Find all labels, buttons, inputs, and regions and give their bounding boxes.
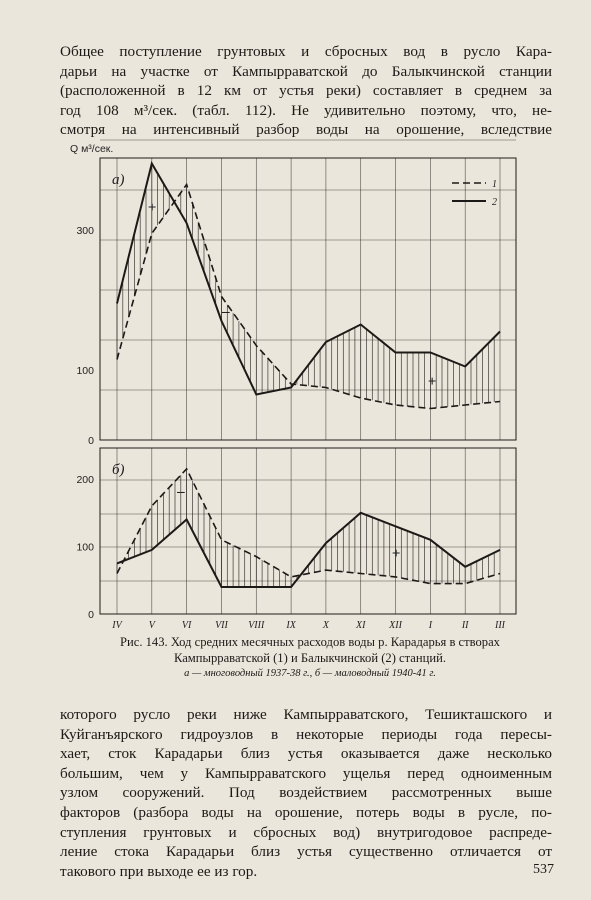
y-axis-label: Q м³/сек. — [70, 143, 114, 155]
sign-annotation: + — [391, 546, 401, 562]
text-line: ступления грунтовых и сбросных вод) внутригодовое распреде- — [60, 823, 552, 841]
y-tick-label: 100 — [76, 365, 94, 377]
text-line: смотря на интенсивный разбор воды на орошение, вследствие — [60, 121, 552, 139]
chart-frame — [100, 448, 516, 614]
x-tick-label: VIII — [248, 620, 265, 631]
x-tick-label: IX — [286, 620, 296, 631]
x-tick-label: VII — [215, 620, 228, 631]
x-tick-label: III — [495, 620, 505, 631]
paragraph-bottom — [60, 705, 552, 881]
figure-caption — [80, 634, 540, 682]
panel-label: б) — [112, 462, 125, 478]
legend-label-1: 1 — [492, 179, 497, 190]
x-tick-label: IV — [112, 620, 122, 631]
sign-annotation: + — [147, 200, 157, 216]
y-tick-label: 200 — [76, 474, 94, 486]
x-tick-label: X — [322, 620, 329, 631]
page-number: 537 — [533, 862, 554, 877]
panel-label: а) — [112, 172, 125, 188]
text-line: такового при выходе ее из гор. — [60, 862, 258, 880]
x-tick-label: XI — [356, 620, 366, 631]
caption-main: Рис. 143. Ход средних месячных расходов воды р. Карадарья в створах Кампырраватской (1) и Балыкчинской (2) станций. — [120, 635, 500, 665]
text-line: которого русло реки ниже Кампырраватского, Тешикташского и — [60, 706, 552, 723]
sign-annotation: – — [222, 304, 230, 320]
text-line: большим, чем у Кампырраватского ущелья перед одноименным — [60, 764, 552, 782]
text-line: хает, сток Карадарьи близ устья оказывается даже несколько — [60, 745, 552, 763]
series-2-line — [117, 164, 500, 395]
x-tick-label: V — [148, 620, 155, 631]
text-line: год 108 м³/сек. (табл. 112). Не удивительно поэтому, что, не- — [60, 101, 552, 119]
text-line: дарьи на участке от Кампырраватской до Балыкчинской станции — [60, 62, 552, 80]
text-line: (расположенной в 12 км от устья реки) составляет в среднем за — [60, 82, 552, 100]
text-line: ление стока Карадарьи близ устья существенно отличается от — [60, 843, 552, 861]
text-line: Куйганъярского гидроузлов в некоторые периоды года пересы- — [60, 725, 552, 743]
y-tick-label: 0 — [88, 435, 94, 447]
series-2-line — [117, 513, 500, 587]
text-line: Общее поступление грунтовых и сбросных вод в русло Кара- — [60, 43, 552, 60]
x-tick-label: VI — [181, 620, 192, 631]
caption-sub: а — многоводный 1937-38 г., б — маловодный 1940-41 г. — [184, 668, 436, 679]
legend-label-2: 2 — [492, 197, 497, 208]
y-tick-label: 0 — [88, 609, 94, 621]
text-line: факторов (разбора воды на орошение, потерь воды в русле, по- — [60, 803, 552, 821]
y-tick-label: 300 — [76, 225, 94, 237]
sign-annotation: + — [427, 374, 437, 390]
x-tick-label: I — [428, 620, 433, 631]
x-tick-label: XII — [389, 620, 402, 631]
y-tick-label: 100 — [76, 541, 94, 554]
text-line: узлом сооружений. Под воздействием рассмотренных выше — [60, 784, 552, 802]
sign-annotation: – — [177, 484, 185, 500]
x-tick-label: II — [461, 620, 469, 631]
